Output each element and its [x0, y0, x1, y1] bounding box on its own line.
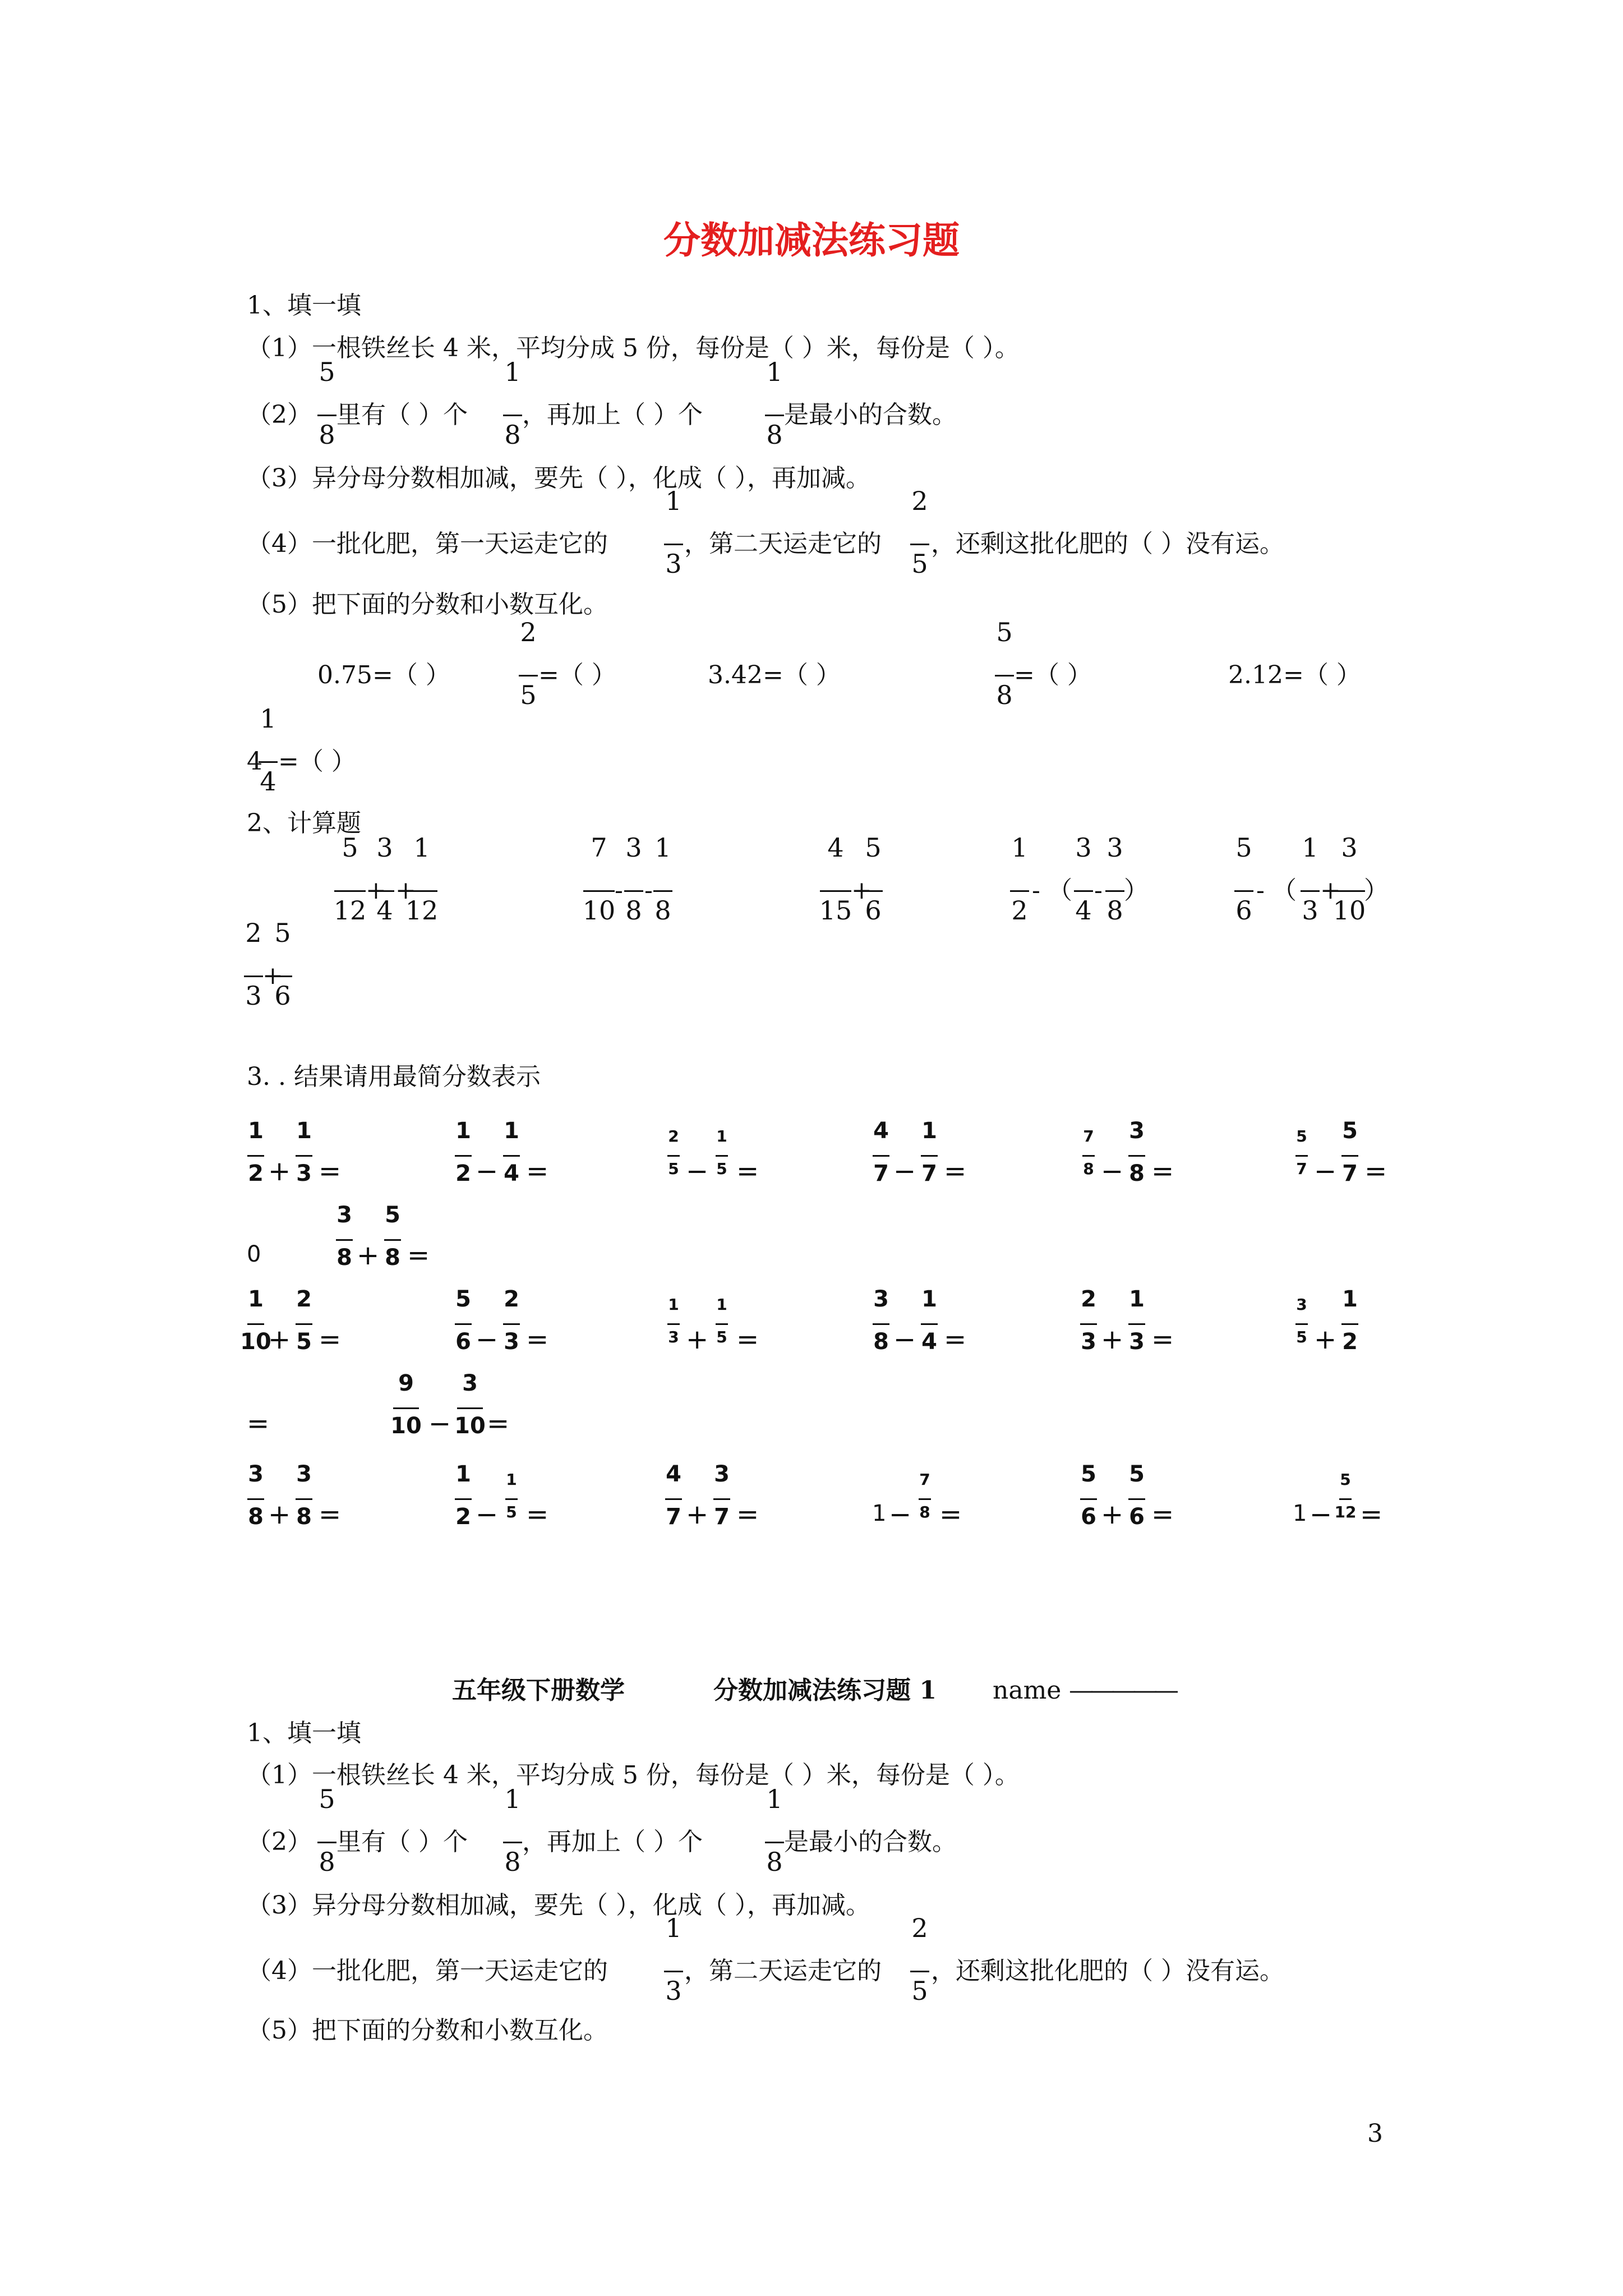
- grade-label: 五年级下册数学: [452, 1676, 625, 1705]
- operator: +: [366, 876, 386, 905]
- denominator: 4: [1075, 895, 1092, 926]
- fraction-bar: [334, 890, 366, 892]
- fraction-bar: [820, 890, 851, 892]
- numerator: 2: [245, 918, 262, 948]
- fraction-bar: [873, 1323, 889, 1325]
- operator: +: [686, 1499, 709, 1530]
- conversion-item: 0.75=（ ）: [317, 661, 450, 689]
- parenthesis: ）: [1124, 876, 1149, 905]
- numerator: 5: [1129, 1461, 1145, 1487]
- denominator: 8: [873, 1329, 889, 1355]
- equals-sign: =: [939, 1499, 962, 1530]
- equals-sign: =: [526, 1156, 549, 1187]
- numerator: 7: [919, 1470, 930, 1489]
- section-heading: 1、填一填: [247, 1719, 361, 1747]
- fraction-bar: [1339, 1498, 1352, 1500]
- denominator: 2: [248, 1161, 264, 1186]
- fraction-bar: [1295, 1323, 1308, 1325]
- whole-number: 4: [247, 747, 262, 776]
- fraction-bar: [505, 1498, 518, 1500]
- operator: +: [357, 1240, 380, 1271]
- equals-sign: =: [319, 1156, 342, 1187]
- denominator: 2: [1011, 895, 1028, 926]
- denominator: 12: [405, 895, 439, 926]
- denominator: 3: [668, 1328, 679, 1346]
- denominator: 2: [455, 1161, 471, 1186]
- operator: −: [889, 1499, 912, 1530]
- denominator: 4: [921, 1329, 937, 1355]
- fraction-bar: [864, 890, 883, 892]
- numerator: 3: [336, 1202, 352, 1228]
- fraction-bar: [716, 1155, 728, 1157]
- fraction-bar: [921, 1155, 938, 1157]
- fraction-bar: [664, 1971, 683, 1972]
- section-heading: 3. . 结果请用最简分数表示: [247, 1062, 541, 1091]
- numerator: 4: [666, 1461, 681, 1487]
- fraction-bar: [1128, 1498, 1145, 1500]
- numerator: 1: [716, 1127, 727, 1145]
- conversion-item: 2.12=（ ）: [1228, 661, 1361, 689]
- denominator: 10: [582, 895, 616, 926]
- operator: −: [476, 1324, 499, 1355]
- fraction-bar: [921, 1323, 938, 1325]
- numerator: 1: [716, 1295, 727, 1314]
- worksheet-title: 分数加减法练习题: [663, 218, 960, 262]
- denominator: 8: [996, 680, 1013, 710]
- denominator: 7: [1342, 1161, 1358, 1186]
- fraction-bar: [1128, 1155, 1145, 1157]
- numerator: 3: [296, 1461, 312, 1487]
- numerator: 3: [1129, 1118, 1145, 1144]
- denominator: 8: [919, 1503, 930, 1521]
- denominator: 8: [296, 1504, 312, 1530]
- fraction-bar: [336, 1239, 353, 1241]
- fraction-bar: [244, 976, 263, 977]
- numerator: 3: [376, 832, 393, 863]
- denominator: 6: [1081, 1504, 1096, 1530]
- leading-text: =: [247, 1408, 270, 1439]
- question-text: ，再加上（ ）个: [522, 1828, 703, 1856]
- denominator: 15: [819, 895, 852, 926]
- operator: +: [1101, 1324, 1124, 1355]
- numerator: 5: [1296, 1127, 1307, 1145]
- conversion-item: 3.42=（ ）: [708, 661, 841, 689]
- numerator: 5: [1342, 1118, 1358, 1144]
- denominator: 10: [240, 1329, 271, 1355]
- fraction-bar: [910, 544, 929, 545]
- numerator: 1: [455, 1118, 471, 1144]
- numerator: 1: [921, 1286, 937, 1312]
- operator: +: [1101, 1499, 1124, 1530]
- fraction-bar: [519, 675, 538, 677]
- denominator: 3: [504, 1329, 519, 1355]
- question-text: ，第二天运走它的: [684, 530, 882, 558]
- numerator: 3: [625, 832, 642, 863]
- numerator: 1: [504, 1784, 521, 1814]
- whole-number: 1: [872, 1501, 887, 1526]
- question-text: （4）一批化肥，第一天运走它的: [247, 530, 608, 558]
- fraction-bar: [259, 761, 278, 763]
- fraction-bar: [1334, 890, 1365, 892]
- section-heading: 2、计算题: [247, 809, 361, 838]
- page-number: 3: [1367, 2119, 1383, 2148]
- equals-sign: =: [487, 1408, 510, 1439]
- denominator: 5: [506, 1503, 517, 1521]
- fraction-bar: [583, 890, 615, 892]
- fraction-bar: [1341, 1323, 1358, 1325]
- operator: +: [268, 1156, 291, 1187]
- denominator: 8: [1106, 895, 1123, 926]
- fraction-bar: [765, 415, 784, 416]
- equals-sign: =: [526, 1324, 549, 1355]
- numerator: 1: [766, 1784, 783, 1814]
- fraction-bar: [503, 1842, 522, 1843]
- equals-sign: =: [736, 1156, 759, 1187]
- numerator: 1: [766, 357, 783, 387]
- denominator: 5: [911, 1976, 928, 2006]
- equals-sign: =: [1151, 1156, 1174, 1187]
- fraction-bar: [1105, 890, 1124, 892]
- fraction-bar: [455, 1498, 472, 1500]
- fraction-bar: [653, 890, 672, 892]
- operator: -: [644, 876, 653, 905]
- numerator: 3: [1296, 1295, 1307, 1314]
- operator: -: [1094, 876, 1103, 905]
- operator: −: [893, 1156, 916, 1187]
- denominator: 7: [921, 1161, 937, 1186]
- operator: +: [262, 961, 283, 990]
- numerator: 2: [1081, 1286, 1096, 1312]
- name-label: name: [993, 1676, 1062, 1705]
- numerator: 2: [668, 1127, 679, 1145]
- fraction-bar: [665, 1498, 682, 1500]
- question-text: 里有（ ）个: [336, 1828, 468, 1856]
- numerator: 1: [296, 1118, 312, 1144]
- denominator: 10: [454, 1413, 486, 1439]
- denominator: 8: [385, 1245, 400, 1271]
- denominator: 8: [1129, 1161, 1145, 1186]
- numerator: 3: [248, 1461, 264, 1487]
- denominator: 6: [274, 981, 291, 1011]
- denominator: 10: [390, 1413, 422, 1439]
- fraction-bar: [247, 1323, 264, 1325]
- numerator: 5: [385, 1202, 400, 1228]
- denominator: 5: [668, 1159, 679, 1178]
- denominator: 4: [504, 1161, 519, 1186]
- denominator: 12: [1334, 1503, 1357, 1521]
- numerator: 5: [865, 832, 882, 863]
- numerator: 1: [921, 1118, 937, 1144]
- numerator: 2: [911, 1913, 928, 1943]
- fraction-bar: [317, 1842, 336, 1843]
- numerator: 1: [665, 486, 682, 516]
- numerator: 2: [520, 617, 537, 647]
- question-text: （1）一根铁丝长 4 米，平均分成 5 份，每份是（ ）米，每份是（ ）。: [247, 334, 1020, 362]
- question-number: （2）: [247, 401, 312, 429]
- fraction-bar: [296, 1498, 312, 1500]
- operator: -: [1256, 876, 1265, 905]
- numerator: 3: [1106, 832, 1123, 863]
- equals-sign: =: [1364, 1156, 1387, 1187]
- denominator: 12: [333, 895, 367, 926]
- denominator: 3: [296, 1161, 312, 1186]
- fraction-bar: [455, 1323, 472, 1325]
- question-text: ，还剩这批化肥的（ ）没有运。: [931, 1957, 1284, 1985]
- equals-sign: =: [319, 1324, 342, 1355]
- operator: -: [615, 876, 623, 905]
- numerator: 3: [1341, 832, 1358, 863]
- numerator: 1: [665, 1913, 682, 1943]
- operator: −: [1314, 1156, 1337, 1187]
- denominator: 7: [1296, 1159, 1307, 1178]
- parenthesis: （: [1048, 876, 1072, 905]
- conversion-item: =（ ）: [278, 747, 356, 776]
- denominator: 8: [1083, 1159, 1094, 1178]
- numerator: 5: [342, 832, 358, 863]
- fraction-bar: [503, 1323, 520, 1325]
- question-text: （3）异分母分数相加减，要先（ ），化成（ ），再加减。: [247, 464, 870, 493]
- numerator: 9: [398, 1370, 414, 1396]
- fraction-bar: [1295, 1155, 1308, 1157]
- numerator: 7: [1083, 1127, 1094, 1145]
- denominator: 3: [1081, 1329, 1096, 1355]
- denominator: 3: [245, 981, 262, 1011]
- operator: +: [1320, 876, 1341, 905]
- denominator: 7: [873, 1161, 889, 1186]
- fraction-bar: [919, 1498, 931, 1500]
- equals-sign: =: [944, 1156, 967, 1187]
- denominator: 5: [520, 680, 537, 710]
- question-text: （5）把下面的分数和小数互化。: [247, 590, 608, 619]
- numerator: 4: [827, 832, 844, 863]
- question-text: ，第二天运走它的: [684, 1957, 882, 1985]
- numerator: 1: [413, 832, 430, 863]
- operator: −: [1310, 1499, 1332, 1530]
- denominator: 10: [1332, 895, 1366, 926]
- fraction-bar: [1341, 1155, 1358, 1157]
- numerator: 3: [1075, 832, 1092, 863]
- operator: +: [268, 1324, 291, 1355]
- numerator: 5: [455, 1286, 471, 1312]
- fraction-bar: [667, 1155, 680, 1157]
- question-text: （3）异分母分数相加减，要先（ ），化成（ ），再加减。: [247, 1891, 870, 1920]
- denominator: 8: [319, 1847, 335, 1877]
- worksheet-2-title: 分数加减法练习题 1: [713, 1676, 937, 1705]
- question-text: 是最小的合数。: [784, 1828, 957, 1856]
- operator: −: [428, 1408, 451, 1439]
- conversion-item: =（ ）: [538, 661, 616, 689]
- operator: −: [476, 1156, 499, 1187]
- operator: +: [1314, 1324, 1337, 1355]
- fraction-bar: [503, 415, 522, 416]
- denominator: 8: [654, 895, 671, 926]
- numerator: 1: [1129, 1286, 1145, 1312]
- question-text: 是最小的合数。: [784, 401, 957, 429]
- numerator: 5: [1235, 832, 1252, 863]
- name-blank: —————: [1069, 1676, 1175, 1705]
- denominator: 3: [665, 549, 682, 579]
- question-text: （5）把下面的分数和小数互化。: [247, 2016, 608, 2045]
- denominator: 8: [248, 1504, 264, 1530]
- numerator: 3: [462, 1370, 478, 1396]
- denominator: 5: [1296, 1328, 1307, 1346]
- numerator: 3: [714, 1461, 730, 1487]
- question-number: （2）: [247, 1828, 312, 1856]
- numerator: 1: [1302, 832, 1318, 863]
- operator: −: [476, 1499, 499, 1530]
- numerator: 1: [504, 357, 521, 387]
- denominator: 6: [1235, 895, 1252, 926]
- operator: −: [893, 1324, 916, 1355]
- question-text: ，还剩这批化肥的（ ）没有运。: [931, 530, 1284, 558]
- fraction-bar: [1234, 890, 1253, 892]
- numerator: 5: [996, 617, 1013, 647]
- denominator: 8: [504, 420, 521, 450]
- fraction-bar: [910, 1971, 929, 1972]
- numerator: 1: [248, 1286, 264, 1312]
- denominator: 4: [376, 895, 393, 926]
- fraction-bar: [667, 1323, 680, 1325]
- denominator: 5: [911, 549, 928, 579]
- denominator: 8: [766, 420, 783, 450]
- operator: +: [686, 1324, 709, 1355]
- numerator: 5: [1081, 1461, 1096, 1487]
- equals-sign: =: [736, 1499, 759, 1530]
- numerator: 5: [319, 1784, 335, 1814]
- operator: +: [268, 1499, 291, 1530]
- numerator: 4: [873, 1118, 889, 1144]
- numerator: 1: [1011, 832, 1028, 863]
- question-text: ，再加上（ ）个: [522, 401, 703, 429]
- equals-sign: =: [1360, 1499, 1383, 1530]
- numerator: 1: [668, 1295, 679, 1314]
- equals-sign: =: [736, 1324, 759, 1355]
- numerator: 2: [911, 486, 928, 516]
- question-text: （4）一批化肥，第一天运走它的: [247, 1957, 608, 1985]
- fraction-bar: [1010, 890, 1029, 892]
- fraction-bar: [1128, 1323, 1145, 1325]
- whole-number: 1: [1293, 1501, 1307, 1526]
- operator: +: [851, 876, 872, 905]
- fraction-bar: [1080, 1498, 1097, 1500]
- denominator: 7: [666, 1504, 681, 1530]
- operator: +: [395, 876, 416, 905]
- fraction-bar: [716, 1323, 728, 1325]
- fraction-bar: [765, 1842, 784, 1843]
- operator: −: [686, 1156, 709, 1187]
- denominator: 8: [336, 1245, 352, 1271]
- numerator: 1: [506, 1470, 517, 1489]
- denominator: 8: [504, 1847, 521, 1877]
- denominator: 8: [625, 895, 642, 926]
- numerator: 3: [873, 1286, 889, 1312]
- denominator: 2: [455, 1504, 471, 1530]
- denominator: 5: [716, 1159, 727, 1178]
- denominator: 2: [1342, 1329, 1358, 1355]
- numerator: 5: [319, 357, 335, 387]
- fraction-bar: [1082, 1155, 1095, 1157]
- fraction-bar: [296, 1323, 312, 1325]
- denominator: 5: [716, 1328, 727, 1346]
- denominator: 3: [1129, 1329, 1145, 1355]
- equals-sign: =: [1151, 1499, 1174, 1530]
- fraction-bar: [713, 1498, 730, 1500]
- operator: −: [1101, 1156, 1124, 1187]
- section-heading: 1、填一填: [247, 291, 361, 320]
- numerator: 1: [504, 1118, 519, 1144]
- fraction-bar: [296, 1155, 312, 1157]
- numerator: 7: [591, 832, 607, 863]
- fraction-bar: [455, 1155, 472, 1157]
- fraction-bar: [1301, 890, 1320, 892]
- fraction-bar: [624, 890, 643, 892]
- numerator: 1: [248, 1118, 264, 1144]
- parenthesis: （: [1272, 876, 1297, 905]
- numerator: 1: [1342, 1286, 1358, 1312]
- fraction-bar: [873, 1155, 889, 1157]
- equals-sign: =: [407, 1240, 430, 1271]
- parenthesis: ）: [1364, 876, 1389, 905]
- denominator: 4: [260, 766, 276, 797]
- question-text: 里有（ ）个: [336, 401, 468, 429]
- fraction-bar: [393, 1407, 419, 1409]
- fraction-bar: [1074, 890, 1093, 892]
- equals-sign: =: [526, 1499, 549, 1530]
- equals-sign: =: [1151, 1324, 1174, 1355]
- conversion-item: =（ ）: [1014, 661, 1092, 689]
- numerator: 5: [274, 918, 291, 948]
- fraction-bar: [384, 1239, 401, 1241]
- denominator: 6: [1129, 1504, 1145, 1530]
- denominator: 8: [319, 420, 335, 450]
- denominator: 6: [455, 1329, 471, 1355]
- fraction-bar: [457, 1407, 483, 1409]
- numerator: 2: [504, 1286, 519, 1312]
- fraction-bar: [375, 890, 394, 892]
- leading-text: 0: [247, 1241, 261, 1267]
- fraction-bar: [503, 1155, 520, 1157]
- fraction-bar: [1080, 1323, 1097, 1325]
- fraction-bar: [406, 890, 437, 892]
- denominator: 3: [665, 1976, 682, 2006]
- denominator: 6: [865, 895, 882, 926]
- numerator: 1: [260, 703, 276, 734]
- fraction-bar: [247, 1498, 264, 1500]
- denominator: 7: [714, 1504, 730, 1530]
- equals-sign: =: [944, 1324, 967, 1355]
- numerator: 5: [1340, 1470, 1351, 1489]
- denominator: 5: [296, 1329, 312, 1355]
- question-text: （1）一根铁丝长 4 米，平均分成 5 份，每份是（ ）米，每份是（ ）。: [247, 1761, 1020, 1789]
- fraction-bar: [317, 415, 336, 416]
- numerator: 1: [455, 1461, 471, 1487]
- fraction-bar: [664, 544, 683, 545]
- fraction-bar: [995, 675, 1014, 677]
- equals-sign: =: [319, 1499, 342, 1530]
- fraction-bar: [247, 1155, 264, 1157]
- numerator: 1: [654, 832, 671, 863]
- numerator: 2: [296, 1286, 312, 1312]
- fraction-bar: [273, 976, 292, 977]
- denominator: 8: [766, 1847, 783, 1877]
- operator: -: [1032, 876, 1040, 905]
- denominator: 3: [1302, 895, 1318, 926]
